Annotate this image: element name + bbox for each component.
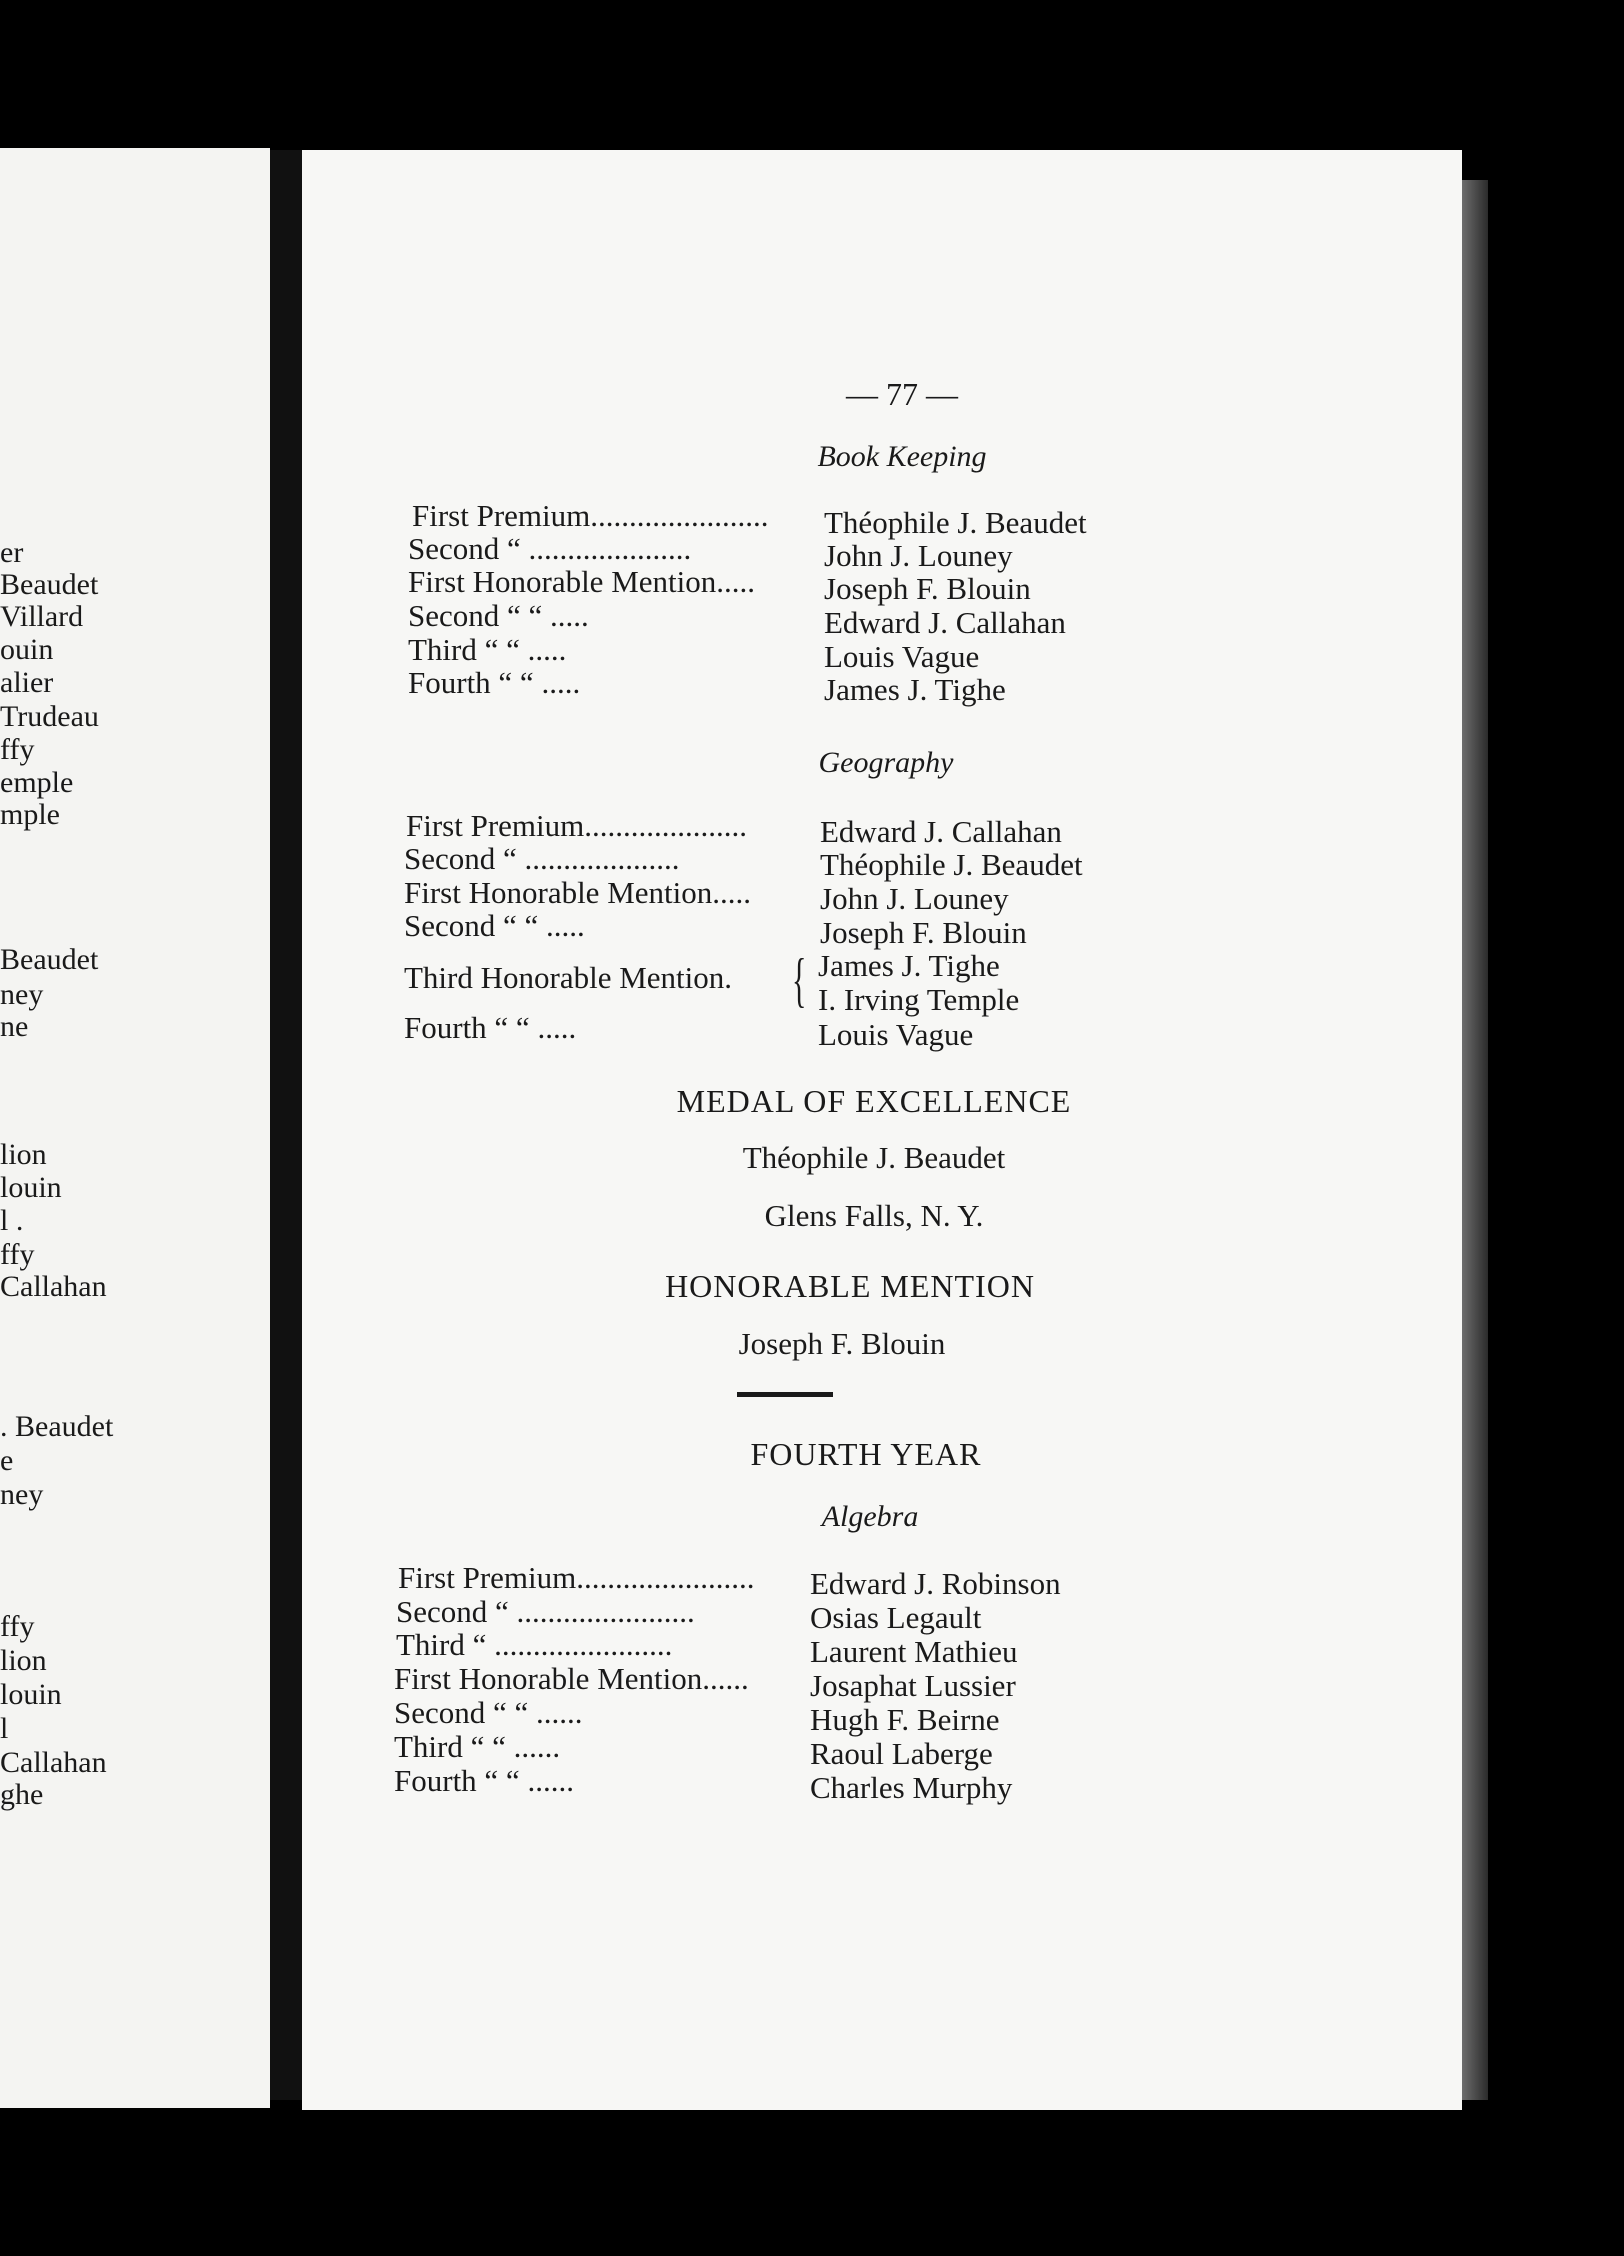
year-heading: FOURTH YEAR	[750, 1436, 982, 1472]
book-gutter	[270, 150, 302, 2100]
page-number: — 77 —	[846, 376, 958, 412]
left-fragment: Beaudet	[0, 943, 99, 976]
award-label: Second “ .....................	[408, 531, 692, 566]
award-winner: John J. Louney	[824, 538, 1013, 573]
award-winner: Edward J. Robinson	[810, 1566, 1061, 1601]
award-label: Second “ ....................	[404, 841, 680, 876]
left-fragment: Beaudet	[0, 568, 99, 601]
award-winner: John J. Louney	[820, 881, 1009, 916]
left-fragment: l .	[0, 1204, 24, 1237]
award-label: First Premium.......................	[398, 1560, 755, 1595]
honorable-name: Joseph F. Blouin	[738, 1326, 946, 1361]
award-winner: Théophile J. Beaudet	[824, 505, 1087, 540]
award-winner: James J. Tighe	[824, 672, 1006, 707]
award-winner: Joseph F. Blouin	[824, 571, 1031, 606]
left-fragment: Trudeau	[0, 700, 99, 733]
left-page-fragment	[0, 148, 270, 2108]
award-label: Third “ “ .....	[408, 632, 567, 667]
award-winner: Edward J. Callahan	[824, 605, 1066, 640]
section-title-algebra: Algebra	[821, 1500, 919, 1533]
right-page	[302, 150, 1462, 2110]
award-winner: Joseph F. Blouin	[820, 915, 1027, 950]
left-fragment: louin	[0, 1171, 62, 1204]
award-label: Fourth “ “ .....	[404, 1010, 577, 1045]
left-fragment: lion	[0, 1644, 47, 1677]
left-fragment: ne	[0, 1010, 29, 1043]
left-fragment: emple	[0, 766, 74, 799]
left-fragment: lion	[0, 1138, 47, 1171]
left-fragment: Callahan	[0, 1270, 107, 1303]
award-label: First Honorable Mention......	[394, 1661, 749, 1696]
award-label: Second “ “ ......	[394, 1695, 583, 1730]
award-label: Fourth “ “ .....	[408, 665, 581, 700]
left-fragment: e	[0, 1444, 14, 1477]
award-winner: Raoul Laberge	[810, 1736, 993, 1771]
award-winner: Josaphat Lussier	[810, 1668, 1016, 1703]
award-label: First Honorable Mention.....	[408, 564, 755, 599]
award-winner: Louis Vague	[818, 1017, 974, 1052]
award-label: Fourth “ “ ......	[394, 1763, 574, 1798]
left-fragment: alier	[0, 666, 54, 699]
left-fragment: l	[0, 1712, 9, 1745]
left-fragment: er	[0, 536, 24, 569]
award-label: Third “ .......................	[396, 1627, 673, 1662]
left-fragment: ney	[0, 1478, 44, 1511]
award-label: Third Honorable Mention.	[404, 960, 733, 995]
left-fragment: louin	[0, 1678, 62, 1711]
medal-place: Glens Falls, N. Y.	[764, 1198, 984, 1233]
award-winner: Hugh F. Beirne	[810, 1702, 1000, 1737]
divider-rule	[737, 1392, 833, 1397]
award-winner: Théophile J. Beaudet	[820, 847, 1083, 882]
award-label: First Premium.....................	[406, 808, 748, 843]
award-label: First Premium.......................	[412, 498, 769, 533]
award-winner: Edward J. Callahan	[820, 814, 1062, 849]
left-fragment: mple	[0, 798, 60, 831]
left-fragment: ney	[0, 978, 44, 1011]
left-fragment: . Beaudet	[0, 1410, 114, 1443]
section-title-geography: Geography	[818, 746, 954, 779]
award-label: Second “ “ .....	[404, 908, 585, 943]
left-fragment: ghe	[0, 1778, 44, 1811]
award-winner: Laurent Mathieu	[810, 1634, 1018, 1669]
award-winner: Charles Murphy	[810, 1770, 1013, 1805]
left-fragment: ffy	[0, 733, 35, 766]
left-fragment: ffy	[0, 1238, 35, 1271]
brace-glyph: {	[792, 947, 807, 1013]
award-winner: I. Irving Temple	[818, 982, 1020, 1017]
medal-name: Théophile J. Beaudet	[742, 1140, 1006, 1175]
award-winner: Osias Legault	[810, 1600, 982, 1635]
section-title-book-keeping: Book Keeping	[817, 440, 987, 473]
honorable-heading: HONORABLE MENTION	[665, 1268, 1035, 1304]
medal-heading: MEDAL OF EXCELLENCE	[676, 1083, 1072, 1119]
award-label: Third “ “ ......	[394, 1729, 561, 1764]
left-fragment: Villard	[0, 600, 84, 633]
award-winner: James J. Tighe	[818, 948, 1000, 983]
award-label: Second “ .......................	[396, 1594, 695, 1629]
left-fragment: ouin	[0, 633, 54, 666]
award-winner: Louis Vague	[824, 639, 980, 674]
left-fragment: Callahan	[0, 1746, 107, 1779]
award-label: First Honorable Mention.....	[404, 875, 751, 910]
left-fragment: ffy	[0, 1610, 35, 1643]
award-label: Second “ “ .....	[408, 598, 589, 633]
